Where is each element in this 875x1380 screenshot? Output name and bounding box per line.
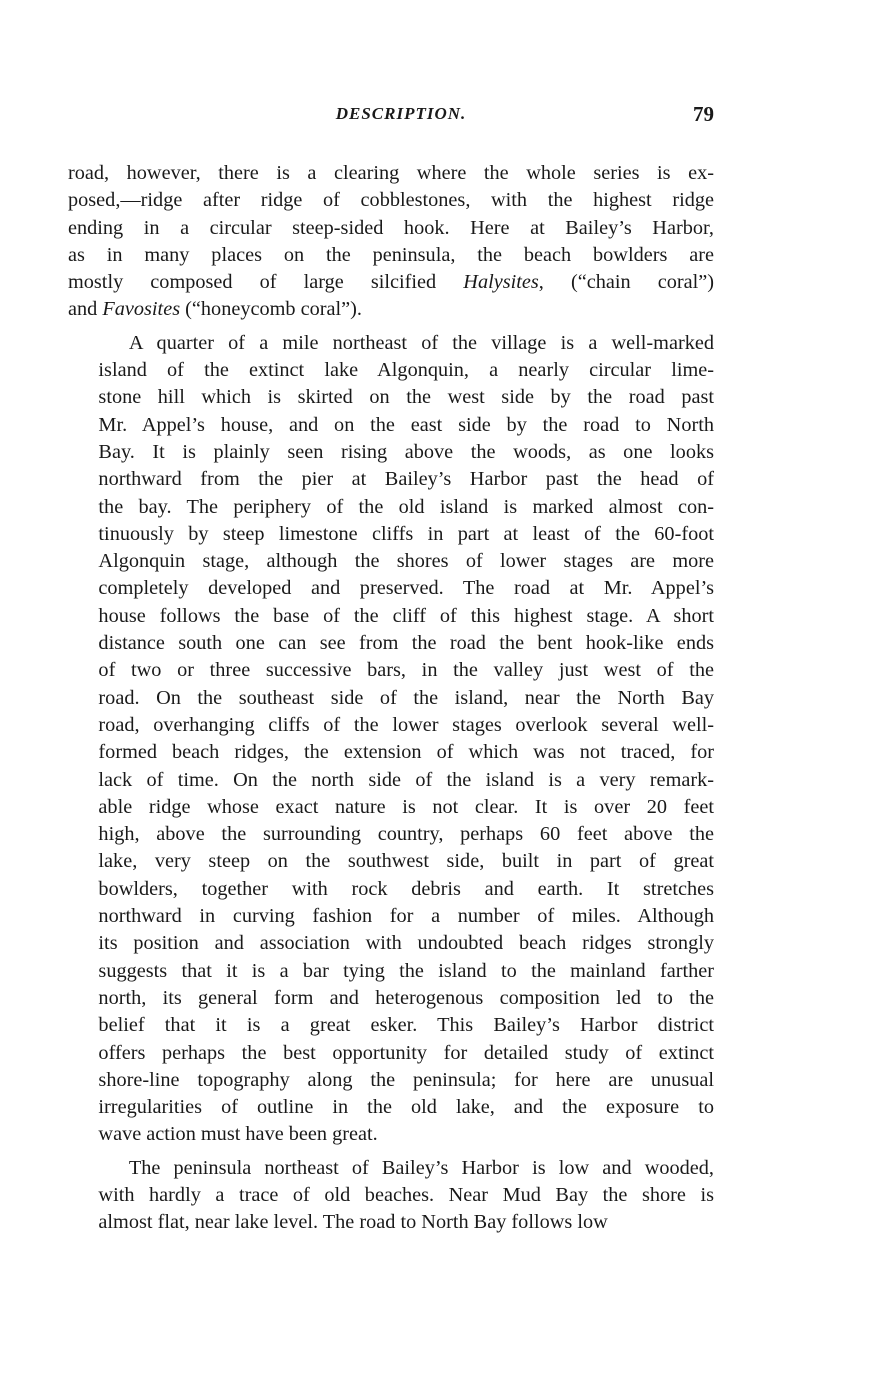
text-line: road, however, there is a clearing where the whole series is ex-	[68, 162, 714, 184]
text-line: A quarter of a mile northeast of the village is a well-marked	[128, 331, 714, 354]
text-line: northward in curving fashion for a number of miles. Although	[98, 905, 714, 928]
text-line: bowlders, together with rock debris and earth. It stretches	[98, 877, 714, 900]
text-line: lack of time. On the north side of the island is a very remark-	[98, 768, 714, 791]
text-line: Mr. Appel’s house, and on the east side by the road to North	[98, 413, 714, 436]
text-line: northward from the pier at Bailey’s Harbor past the head of	[98, 468, 714, 491]
text-line: belief that it is a great esker. This Bailey’s Harbor district	[98, 1014, 714, 1037]
text-line: mostly composed of large silcified Halysites, (“chain coral”)	[68, 271, 714, 294]
text-line: lake, very steep on the southwest side, built in part of great	[98, 850, 714, 873]
text-line: north, its general form and heterogenous composition led to the	[98, 986, 714, 1009]
running-head: DESCRIPTION.	[335, 104, 467, 123]
text-line: island of the extinct lake Algonquin, a nearly circular lime-	[98, 359, 714, 382]
page-header	[68, 104, 714, 134]
text-line: Algonquin stage, although the shores of lower stages are more	[98, 550, 714, 573]
text-line: formed beach ridges, the extension of which was not traced, for	[98, 741, 714, 764]
text-line: of two or three successive bars, in the valley just west of the	[98, 659, 714, 682]
text-line: distance south one can see from the road the bent hook-like ends	[98, 632, 714, 655]
text-line: high, above the surrounding country, perhaps 60 feet above the	[98, 823, 714, 846]
body-text	[68, 160, 714, 1237]
paragraph	[68, 160, 714, 324]
text-line: road. On the southeast side of the island, near the North Bay	[98, 686, 714, 709]
text-line: tinuously by steep limestone cliffs in part at least of the 60-foot	[98, 522, 714, 545]
text-line: offers perhaps the best opportunity for detailed study of extinct	[98, 1041, 714, 1064]
paragraph	[68, 330, 714, 1149]
text-line: the bay. The periphery of the old island is marked almost con-	[98, 495, 714, 518]
text-line: as in many places on the peninsula, the beach bowlders are	[68, 243, 714, 266]
text-line: house follows the base of the cliff of this highest stage. A short	[98, 604, 714, 627]
paragraph	[68, 1155, 714, 1237]
text-line: The peninsula northeast of Bailey’s Harbor is low and wooded,	[128, 1156, 714, 1179]
text-line: wave action must have been great.	[98, 1123, 378, 1146]
text-line: stone hill which is skirted on the west side by the road past	[98, 386, 714, 409]
text-line: ending in a circular steep-sided hook. Here at Bailey’s Harbor,	[68, 216, 714, 239]
text-line: suggests that it is a bar tying the island to the mainland farther	[98, 959, 714, 982]
text-line: with hardly a trace of old beaches. Near Mud Bay the shore is	[98, 1183, 714, 1206]
text-line: able ridge whose exact nature is not clear. It is over 20 feet	[98, 795, 714, 818]
text-line: Bay. It is plainly seen rising above the woods, as one looks	[98, 440, 714, 463]
text-line: shore-line topography along the peninsula; for here are unusual	[98, 1068, 714, 1091]
text-line: completely developed and preserved. The road at Mr. Appel’s	[98, 577, 714, 600]
text-line: road, overhanging cliffs of the lower stages overlook several well-	[98, 713, 714, 736]
text-line: its position and association with undoubted beach ridges strongly	[98, 932, 714, 955]
text-line: irregularities of outline in the old lake, and the exposure to	[98, 1096, 714, 1119]
text-line: posed,—ridge after ridge of cobblestones, with the highest ridge	[68, 189, 714, 212]
text-line: almost flat, near lake level. The road to North Bay follows low	[98, 1211, 608, 1234]
page-number: 79	[693, 102, 714, 126]
text-line: and Favosites (“honeycomb coral”).	[68, 298, 362, 321]
